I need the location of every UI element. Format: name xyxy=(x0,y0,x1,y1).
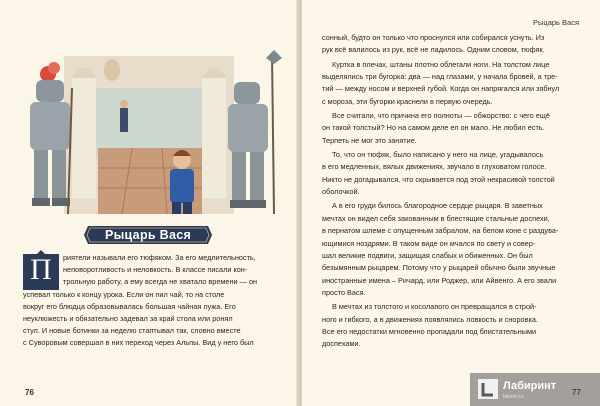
watermark-url: labirint.ru xyxy=(503,394,524,400)
text-line: в пернатом шлеме с опущенным забралом, на белом коне с раздува- xyxy=(322,226,559,236)
paragraph xyxy=(322,59,584,108)
paragraph xyxy=(322,32,584,57)
text-line: просто Вася. xyxy=(322,287,366,297)
text-line: с мороза, эти бугорки краснели в первую очередь. xyxy=(322,96,493,106)
text-line: ющимися ноздрями. В таком виде он мчался по свету и совер- xyxy=(322,238,536,248)
text-line: Куртка в плечах, штаны плотно облегали ноги. На толстом лице xyxy=(332,59,550,69)
text-line: стул. И новые ботинки за неделю стаптывал так, словно вместе xyxy=(23,326,241,336)
text-line: То, что он тюфяк, было написано у него на лице, угадывалось xyxy=(332,150,544,160)
text-line: неповоротливость и неловкость. В классе писали кон- xyxy=(63,265,248,275)
paragraph xyxy=(322,301,584,350)
left-page-text xyxy=(23,252,291,350)
text-line: доспехами. xyxy=(322,339,361,349)
text-line: риятели называли его тюфяком. За его медлительность, xyxy=(63,253,256,262)
paragraph xyxy=(322,149,584,198)
text-line: Все считали, что причина его полноты — обжорство: с чего ещё xyxy=(332,111,550,121)
text-line: оболочкой. xyxy=(322,187,360,197)
text-line: Все его недостатки мгновенно пропадали под блистательными xyxy=(322,326,537,336)
left-page xyxy=(0,0,298,406)
chapter-title: Рыцарь Вася xyxy=(104,228,192,242)
text-line: успевал только к концу урока. Если он пил чай, то на столе xyxy=(23,289,225,299)
text-line: мечтах он видел себя закованным в блестящие стальные доспехи, xyxy=(322,213,550,223)
paragraph xyxy=(322,200,584,299)
knights-illustration xyxy=(12,48,288,220)
right-page-text xyxy=(322,32,584,353)
page-number-left: 76 xyxy=(25,388,34,397)
text-line: сонный, будто он только что проснулся или собирался уснуть. Из xyxy=(322,33,545,42)
text-line: трольную работу, а ему всегда не хватало времени — он xyxy=(63,277,258,287)
text-line: шал великие подвиги, защищая слабых и обиженных. Он был xyxy=(322,250,533,260)
text-line: В мечтах из толстого и косолапого он превращался в строй- xyxy=(332,302,537,312)
text-line: А в его груди билось благородное сердце рыцаря. В заветных xyxy=(332,201,543,211)
dropcap-letter: П xyxy=(30,253,52,286)
text-line: рук всё валилось из рук, всё не ладилось. Одним словом, тюфяк. xyxy=(322,45,545,55)
text-line: Терпеть не мог это занятие. xyxy=(322,135,417,145)
text-line: вокруг его блюдца образовывалась большая чайная лужа. Его xyxy=(23,301,236,311)
text-line: неуклюжесть и обязательно задевал за край стола или ронял xyxy=(23,313,233,323)
text-line: в его медленных, вялых движениях, звучало в глуховатом голосе. xyxy=(322,162,547,172)
text-line: ного и гибкого, а в движениях появлялись ловкость и сноровка. xyxy=(322,314,538,324)
text-line: он такой толстый? Но на самом деле ел он мало. Не любил есть. xyxy=(322,123,545,133)
text-line: с Суворовым совершал в них переход через Альпы. Вид у него был xyxy=(23,338,254,348)
watermark-brand: Лабиринт xyxy=(503,380,557,392)
text-line: иностранные имена – Ричард, или Роджер, или Айвенго. А его звали xyxy=(322,275,557,285)
text-line: выделялись три бугорка: два — над глазами, у начала бровей, а тре- xyxy=(322,72,558,82)
running-head: Рыцарь Вася xyxy=(533,18,580,27)
paragraph xyxy=(322,110,584,147)
text-line: безымянным рыцарем. Потому что у рыцарей обычно были звучные xyxy=(322,263,556,273)
text-line: тий — между носом и верхней губой. Когда он напрягался или зябнул xyxy=(322,84,560,94)
text-line: Никто не догадывался, что скрывается под этой некрасивой толстой xyxy=(322,174,555,184)
